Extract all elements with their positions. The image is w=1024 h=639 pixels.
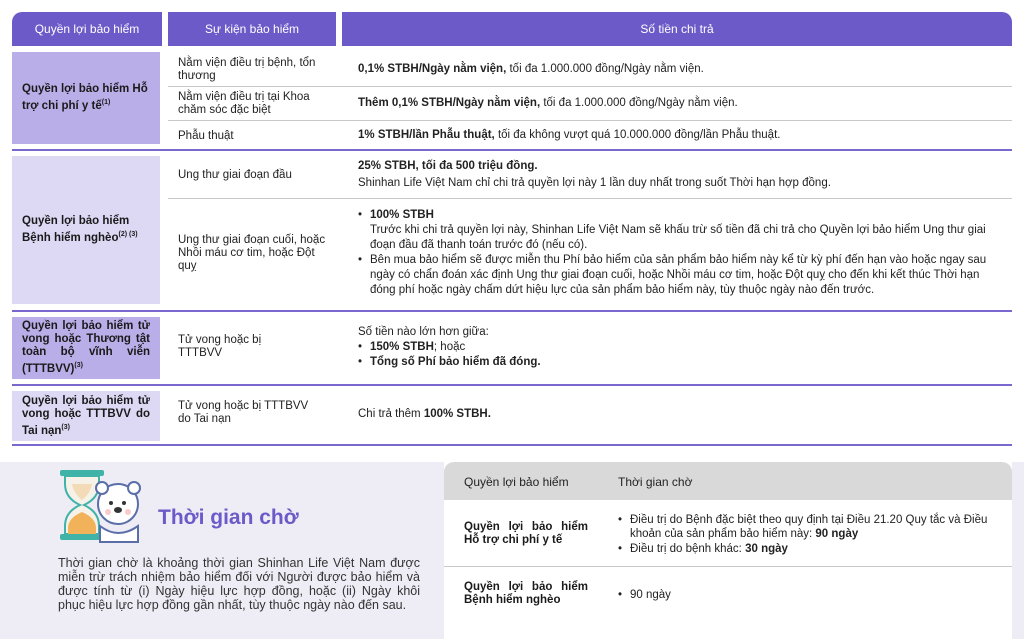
pay-waiver-text: Bên mua bảo hiểm sẽ được miễn thu Phí bảo hiểm của sản phẩm bảo hiểm này kể từ kỳ phí đến hạn vào hoặc ngay sau ngày có chẩn đoán xác định Ung thư giai đoạn cuối, hoặc Nhồi máu cơ tim, hoặc Đột quỵ cho đến khi kết thúc Thời hạn đóng phí hoặc ngày chấm dứt hiệu lực của sản phẩm bảo hiểm này, tùy thuộc ngày nào đến trước. [370,254,987,296]
waiting-header-benefit: Quyền lợi bảo hiểm [464,475,569,489]
pay-icu-rest: tối đa 1.000.000 đồng/Ngày nằm viện. [540,97,738,109]
group-divider [12,310,1012,312]
row-divider [168,120,1012,121]
waiting-critical-value: 90 ngày [630,589,671,601]
pay-accident-bold: 100% STBH. [423,408,491,420]
pay-icu-bold: Thêm 0,1% STBH/Ngày nằm viện, [358,97,541,109]
event-death: Tử vong hoặc bị TTTBVV [178,334,262,359]
pay-hospital-rest: tối đa 1.000.000 đồng/Ngày nằm viện. [506,63,704,75]
pay-surgery-rest: tối đa không vượt quá 10.000.000 đồng/lần Phẫu thuật. [494,129,781,141]
bullet-item [358,208,1008,223]
footnote-mark: (3) [74,362,83,370]
event-late-critical: Ung thư giai đoạn cuối, hoặc Nhồi máu cơ tim, hoặc Đột quỵ [178,234,326,272]
pay-death-bold1: 150% STBH [370,341,434,353]
benefit-medical-text: Quyền lợi bảo hiểm Hỗ trợ chi phí y tế [22,83,148,112]
header-benefit: Quyền lợi bảo hiểm [12,12,162,46]
waiting-row-medical-value [618,513,1003,556]
footnote-mark: (2) (3) [118,231,138,239]
footnote-mark: (3) [61,423,70,431]
pay-surgery [358,128,1008,143]
pay-death-intro: Số tiền nào lớn hơn giữa: [358,326,489,338]
benefit-accident-text: Quyền lợi bảo hiểm tử vong hoặc TTTBVV do Tai nạn [22,394,150,437]
bullet-item [358,355,1008,370]
waiting-header-period: Thời gian chờ [618,475,693,489]
bullet-item [358,253,1008,298]
group-divider [12,444,1012,446]
row-divider [168,198,1012,199]
pay-accident [358,407,1008,422]
pay-surgery-bold: 1% STBH/lần Phẫu thuật, [358,129,495,141]
waiting-medical-rest1: Điều trị do Bệnh đặc biệt theo quy định tại Điều 21.20 Quy tắc và Điều khoản của sản phẩm bảo hiểm này: [630,514,988,540]
group-divider [12,384,1012,386]
pay-death-bold2: Tổng số Phí bảo hiểm đã đóng. [370,356,541,368]
header-amount: Số tiền chi trả [342,12,1012,46]
waiting-row-critical-label: Quyền lợi bảo hiểm Bệnh hiểm nghèo [464,581,588,606]
waiting-row-divider [444,566,1012,567]
waiting-medical-bold1: 90 ngày [815,528,859,540]
pay-late-bold: 100% STBH [370,209,434,221]
benefit-medical-label [12,52,160,144]
pay-hospital-bold: 0,1% STBH/Ngày nằm viện, [358,63,507,75]
bullet-item [618,542,1003,556]
waiting-row-critical-value [618,588,1003,602]
event-early-cancer: Ung thư giai đoạn đầu [178,169,292,181]
benefit-critical-label [12,156,160,304]
event-hospital: Nằm viện điều trị bệnh, tổn thương [178,57,316,82]
pay-early-cancer-note: Shinhan Life Việt Nam chỉ chi trả quyền lợi này 1 lần duy nhất trong suốt Thời hạn hợp đồng. [358,177,831,189]
pay-death-rest1: ; hoặc [433,341,466,353]
pay-late-note: Trước khi chi trả quyền lợi này, Shinhan Life Việt Nam sẽ khấu trừ số tiền đã chi trả cho Quyền lợi bảo hiểm Ung thư giai đoạn đầu đã thanh toán trước đó (nếu có). [370,224,986,251]
bullet-item [358,340,1008,355]
event-icu: Nằm viện điều trị tại Khoa chăm sóc đặc biệt [178,91,310,116]
waiting-medical-bold2: 30 ngày [745,543,788,555]
header-event: Sự kiện bảo hiểm [168,12,336,46]
waiting-row-medical-label: Quyền lợi bảo hiểm Hỗ trợ chi phí y tế [464,521,588,546]
benefit-death-label [12,317,160,379]
pay-death [358,325,1008,370]
event-accident: Tử vong hoặc bị TTTBVV do Tai nạn [178,400,309,425]
pay-accident-pre: Chi trả thêm [358,408,424,420]
footnote-mark: (1) [101,99,111,107]
event-surgery: Phẫu thuật [178,130,234,142]
benefit-death-text: Quyền lợi bảo hiểm tử vong hoặc Thương tật toàn bộ vĩnh viễn (TTTBVV) [22,320,150,375]
waiting-medical-rest2: Điều trị do bệnh khác: [630,543,746,555]
benefit-accident-label [12,391,160,441]
hourglass-bear-icon [56,468,146,548]
bullet-item [618,513,1003,541]
pay-hospital [358,62,1008,77]
pay-late-critical [358,208,1008,298]
group-divider [12,149,1012,151]
row-divider [168,86,1012,87]
pay-early-cancer [358,159,1008,189]
benefit-critical-text: Quyền lợi bảo hiểm Bệnh hiểm nghèo [22,215,130,244]
waiting-title: Thời gian chờ [158,506,299,529]
bullet-item [618,588,1003,602]
pay-early-cancer-bold: 25% STBH, tối đa 500 triệu đồng. [358,160,538,172]
waiting-table-header [444,462,1012,500]
pay-icu [358,96,1008,111]
waiting-description: Thời gian chờ là khoảng thời gian Shinhan Life Việt Nam được miễn trừ trách nhiệm bảo hiểm đối với Người được bảo hiểm và được tính từ (i) Ngày hiệu lực hợp đồng, hoặc (ii) Ngày khôi phục hiệu lực hợp đồng gần nhất, tùy thuộc ngày nào đến sau. [58,556,420,612]
